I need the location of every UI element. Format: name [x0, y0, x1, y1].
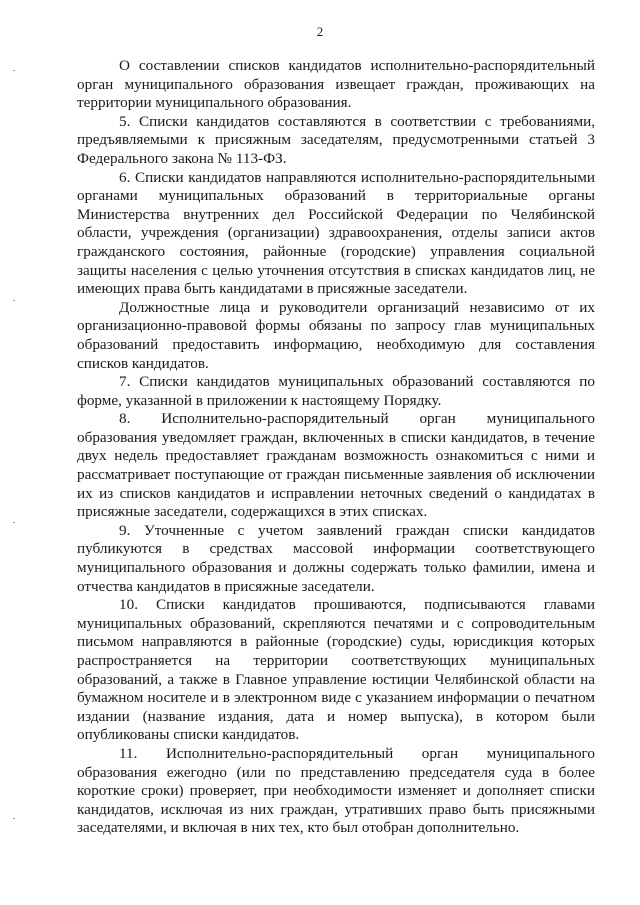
page-number: 2	[316, 24, 324, 39]
paragraph-item-11: 11. Исполнительно-распорядительный орган муниципального образования ежегодно (или по представлению председателя суда в более короткие сроки) проверяет, при необходимости изменяет и дополняет списки кандидатов, исключая из них граждан, утративших право быть присяжными заседателями, и включая в них тех, кто был отобран дополнительно.	[77, 744, 595, 837]
paragraph-officials: Должностные лица и руководители организаций независимо от их организационно-правовой формы обязаны по запросу глав муниципальных образований предоставить информацию, необходимую для составления списков кандидатов.	[77, 298, 595, 372]
scan-margin-mark	[13, 522, 15, 523]
scan-margin-mark	[13, 818, 15, 819]
paragraph-item-8: 8. Исполнительно-распорядительный орган муниципального образования уведомляет граждан, включенных в списки кандидатов, в течение двух недель предоставляет гражданам возможность ознакомиться с ними и рассматривает поступающие от граждан письменные заявления об исключении их из списков кандидатов и исправлении неточных сведений о кандидатах в присяжные заседатели, содержащихся в этих списках.	[77, 410, 595, 521]
scan-margin-mark	[13, 70, 15, 71]
scan-margin-mark	[13, 300, 15, 301]
document-body	[77, 57, 595, 838]
paragraph-intro: О составлении списков кандидатов исполнительно-распорядительный орган муниципального образования извещает граждан, проживающих на территории муниципального образования.	[77, 57, 595, 112]
paragraph-item-10: 10. Списки кандидатов прошиваются, подписываются главами муниципальных образований, скрепляются печатями и с сопроводительным письмом направляются в районные (городские) суды, юрисдикция которых распространяется на территории соответствующих муниципальных образований, а также в Главное управление юстиции Челябинской области на бумажном носителе и в электронном виде с указанием информации о печатном издании (название издания, дата и номер выпуска), в котором были опубликованы списки кандидатов.	[77, 596, 595, 744]
paragraph-item-9: 9. Уточненные с учетом заявлений граждан списки кандидатов публикуются в средствах массовой информации соответствующего муниципального образования и должны содержать только фамилии, имена и отчества кандидатов в присяжные заседатели.	[77, 521, 595, 595]
paragraph-item-6: 6. Списки кандидатов направляются исполнительно-распорядительными органами муниципальных образований в территориальные органы Министерства внутренних дел Российской Федерации по Челябинской области, учреждения (организации) здравоохранения, отделы записи актов гражданского состояния, районные (городские) управления социальной защиты населения с целью уточнения отсутствия в списках кандидатов лиц, не имеющих права быть кандидатами в присяжные заседатели.	[77, 168, 595, 298]
paragraph-item-7: 7. Списки кандидатов муниципальных образований составляются по форме, указанной в приложении к настоящему Порядку.	[77, 373, 595, 409]
paragraph-item-5: 5. Списки кандидатов составляются в соответствии с требованиями, предъявляемыми к присяжным заседателям, предусмотренными статьей 3 Федерального закона № 113-ФЗ.	[77, 112, 595, 167]
